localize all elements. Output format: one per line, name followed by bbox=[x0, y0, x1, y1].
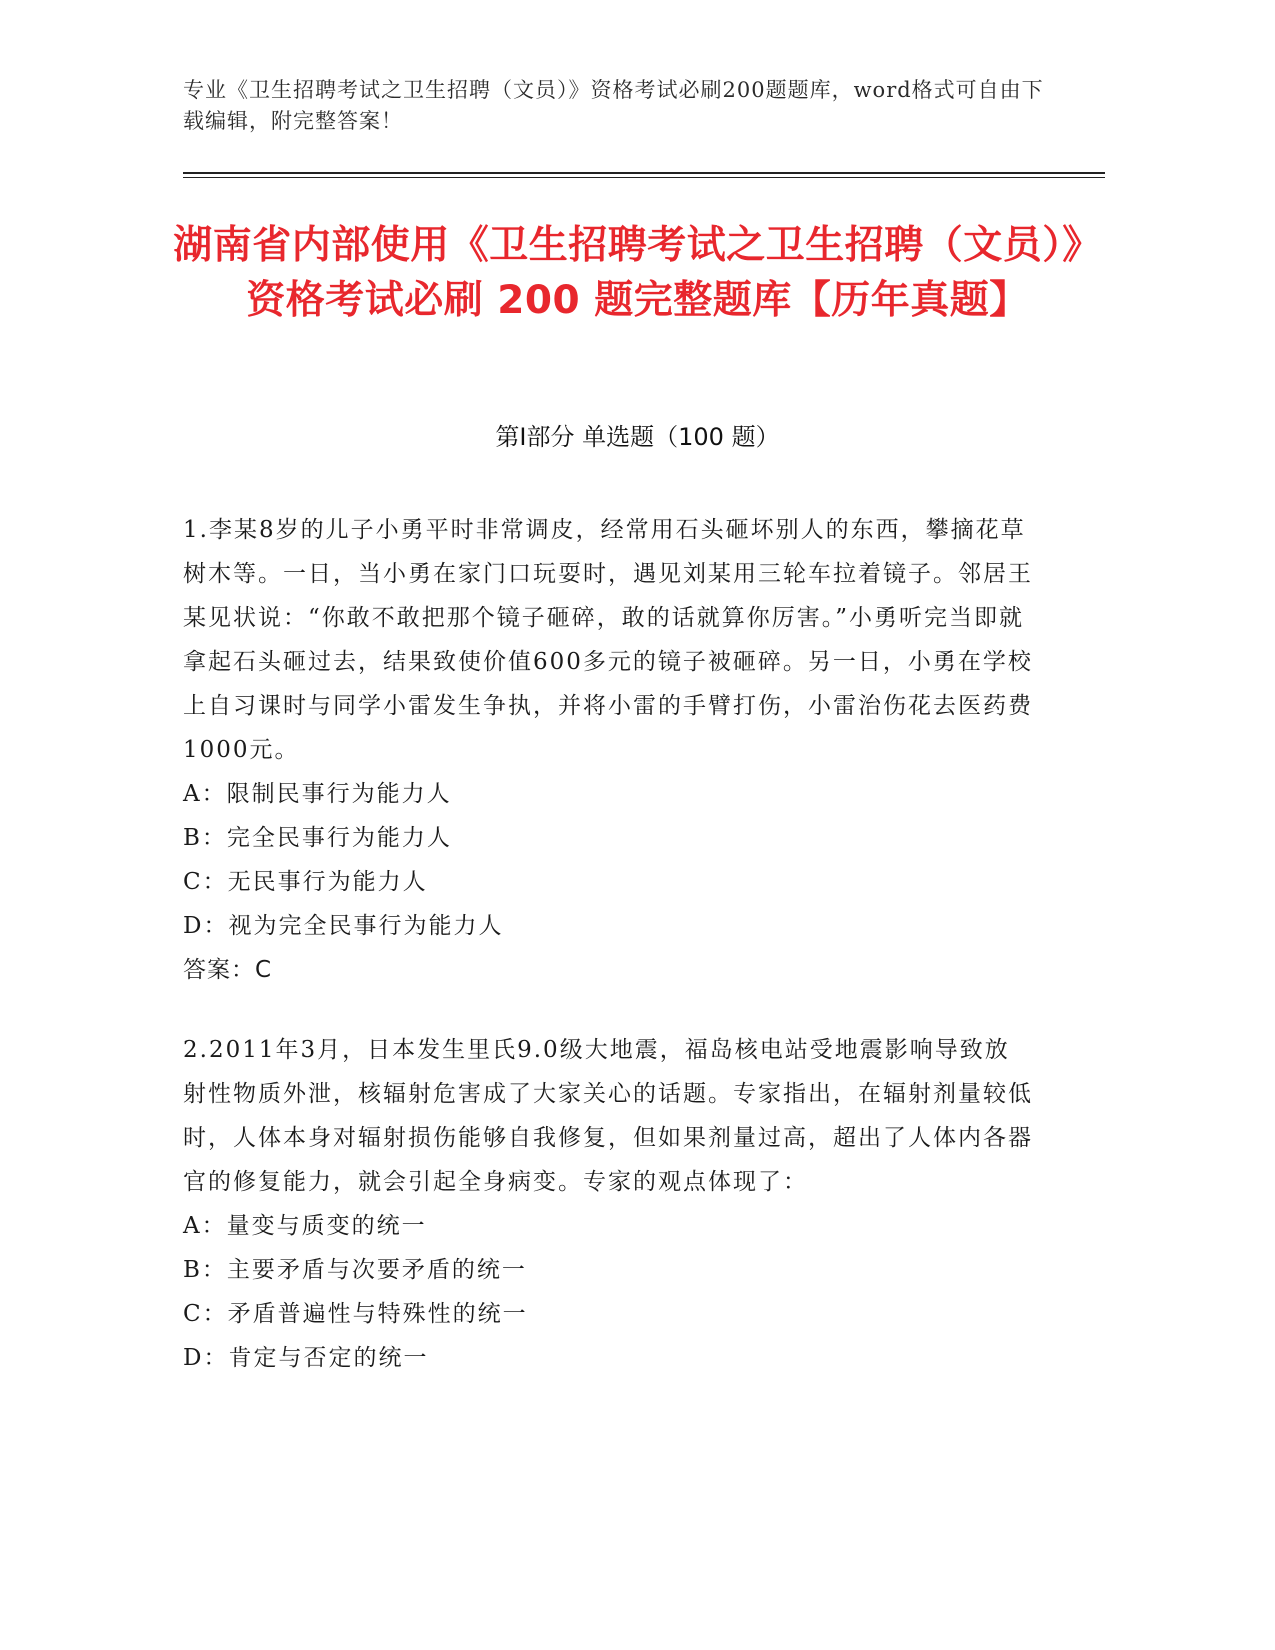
question-1 bbox=[183, 508, 1033, 992]
answer: 答案：C bbox=[183, 957, 273, 983]
option-c: C：无民事行为能力人 bbox=[183, 869, 428, 895]
section-heading: 第Ⅰ部分 单选题（100 题） bbox=[495, 423, 780, 451]
option-b: B：完全民事行为能力人 bbox=[183, 825, 452, 851]
question-stem: 2.2011年3月，日本发生里氏9.0级大地震，福岛核电站受地震影响导致放射性物质外泄，核辐射危害成了大家关心的话题。专家指出，在辐射剂量较低时，人体本身对辐射损伤能够自我修复，但如果剂量过高，超出了人体内各器官的修复能力，就会引起全身病变。专家的观点体现了： bbox=[183, 1037, 1033, 1195]
header-divider-thin bbox=[183, 177, 1105, 178]
document-title: 湖南省内部使用《卫生招聘考试之卫生招聘（文员）》资格考试必刷 200 题完整题库【历年真题】 bbox=[173, 223, 1102, 323]
question-stem: 1.李某8岁的儿子小勇平时非常调皮，经常用石头砸坏别人的东西，攀摘花草树木等。一日，当小勇在家门口玩耍时，遇见刘某用三轮车拉着镜子。邻居王某见状说：“你敢不敢把那个镜子砸碎，敢的话就算你厉害。”小勇听完当即就拿起石头砸过去，结果致使价值600多元的镜子被砸碎。另一日，小勇在学校上自习课时与同学小雷发生争执，并将小雷的手臂打伤，小雷治伤花去医药费1000元。 bbox=[183, 517, 1033, 763]
option-a: A：量变与质变的统一 bbox=[183, 1213, 427, 1239]
option-b: B：主要矛盾与次要矛盾的统一 bbox=[183, 1257, 527, 1283]
option-d: D：视为完全民事行为能力人 bbox=[183, 913, 504, 939]
option-a: A：限制民事行为能力人 bbox=[183, 781, 452, 807]
header-note: 专业《卫生招聘考试之卫生招聘（文员）》资格考试必刷200题题库，word格式可自由下载编辑，附完整答案！ bbox=[183, 78, 1044, 133]
question-2 bbox=[183, 1028, 1033, 1380]
option-d: D：肯定与否定的统一 bbox=[183, 1345, 429, 1371]
option-c: C：矛盾普遍性与特殊性的统一 bbox=[183, 1301, 528, 1327]
header-divider-thick bbox=[183, 172, 1105, 174]
